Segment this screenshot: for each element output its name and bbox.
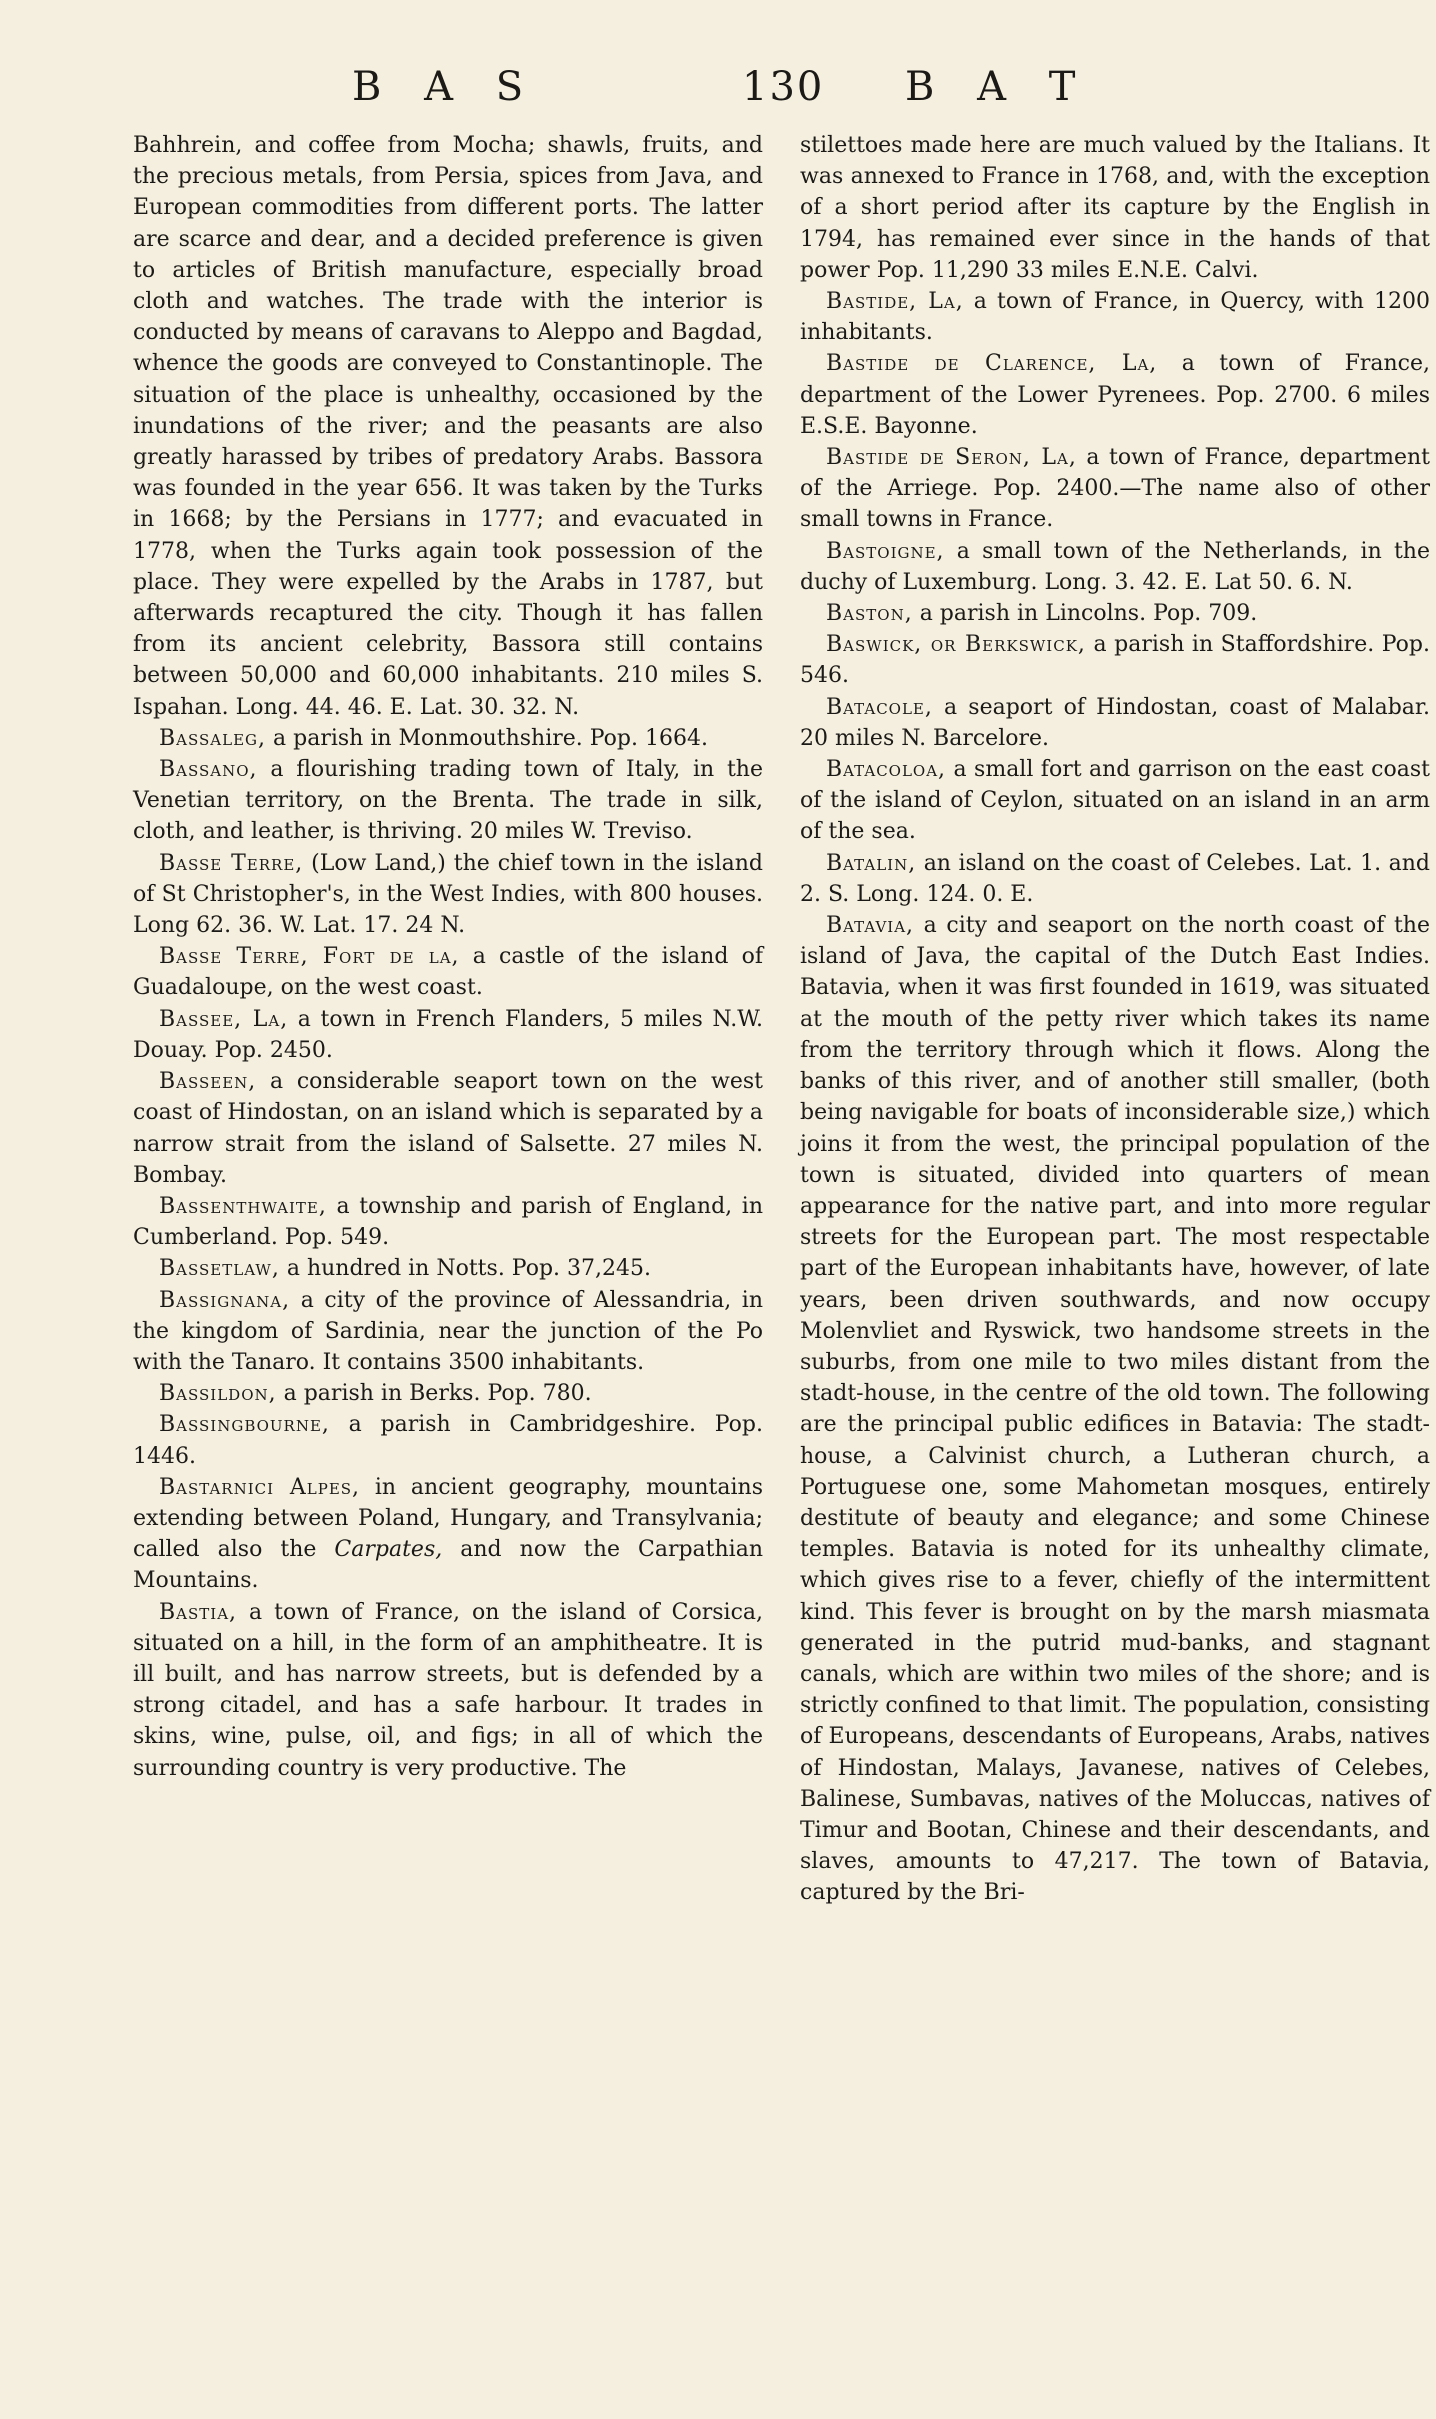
entry-headword: Batacoloa, xyxy=(826,757,947,783)
entry-text: a town of France, on the island of Corsica, situated on a hill, in the form of an amphitheatre. It is ill built, and has narrow streets, but is defended by a strong citadel, and has a safe harbour. It trades in skins, wine, pulse, oil, and figs; in all of which the surrounding country is very productive. The xyxy=(133,1599,763,1781)
gazetteer-entry xyxy=(133,1378,763,1409)
entry-text: (Low Land,) the chief town in the island of St Christopher's, in the West Indies, with 800 houses. Long 62. 36. W. Lat. 17. 24 N. xyxy=(133,850,763,939)
entry-text: stilettoes made here are much valued by the Italians. It was annexed to France in 1768, and, with the exception of a short period after its capture by the English in 1794, has remained ever since in the hands of that power Pop. 11,290 33 miles E.N.E. Calvi. xyxy=(800,133,1430,283)
entry-headword: Bassildon, xyxy=(159,1381,277,1407)
gazetteer-entry xyxy=(133,1472,763,1597)
entry-headword: Bassee, La, xyxy=(159,1006,289,1032)
gazetteer-entry xyxy=(800,910,1430,1909)
entry-text: a town of France, department of the Arriege. Pop. 2400.—The name also of other small towns in France. xyxy=(800,445,1430,533)
entry-continuation xyxy=(800,130,1430,286)
entry-headword: Bassenthwaite, xyxy=(159,1193,327,1219)
entry-continuation xyxy=(133,130,763,723)
right-column xyxy=(800,130,1430,1909)
header-right-guide: B A T xyxy=(905,64,1078,110)
entry-text: a town of France, department of the Lower Pyrenees. Pop. 2700. 6 miles E.S.E. Bayonne. xyxy=(800,351,1430,439)
entry-text: a seaport of Hindostan, coast of Malabar. 20 miles N. Barcelore. xyxy=(800,694,1430,751)
entry-text: in ancient geography, mountains extending between Poland, Hungary, and Transylvania; called also the xyxy=(133,1474,763,1563)
entry-headword: Batacole, xyxy=(826,694,933,720)
entry-headword: Bassano, xyxy=(159,757,258,783)
gazetteer-entry xyxy=(800,442,1430,536)
entry-text: Bahhrein, and coffee from Mocha; shawls, fruits, and the precious metals, from Persia, spices from Java, and European commodities from different ports. The latter are scarce and dear, and a decided preference is given to articles of British manufacture, especially broad cloth and watches. The trade with the interior is conducted by means of caravans to Aleppo and Bagdad, whence the goods are conveyed to Constantinople. The situation of the place is unhealthy, occasioned by the inundations of the river; and the peasants are also greatly harassed by tribes of predatory Arabs. Bassora was founded in the year 656. It was taken by the Turks in 1668; by the Persians in 1777; and evacuated in 1778, when the Turks again took possession of the place. They were expelled by the Arabs in 1787, but afterwards recaptured the city. Though it has fallen from its ancient celebrity, Bassora still contains between 50,000 and 60,000 inhabitants. 210 miles S. Ispahan. Long. 44. 46. E. Lat. 30. 32. N. xyxy=(133,133,763,720)
entry-headword: Bassingbourne, xyxy=(159,1412,330,1438)
entry-text: a castle of the island of Guadaloupe, on the west coast. xyxy=(133,944,763,1001)
entry-headword: Batavia, xyxy=(826,913,915,939)
gazetteer-entry xyxy=(800,286,1430,348)
entry-text: a flourishing trading town of Italy, in the Venetian territory, on the Brenta. The trade in silk, cloth, and leather, is thriving. 20 miles W. Treviso. xyxy=(133,757,763,845)
gazetteer-entry xyxy=(800,848,1430,910)
running-header xyxy=(0,64,1436,124)
entry-text: a small fort and garrison on the east coast of the island of Ceylon, situated on an island in an arm of the sea. xyxy=(800,757,1430,845)
entry-text: a hundred in Notts. Pop. 37,245. xyxy=(279,1256,651,1282)
entry-text: a township and parish of England, in Cumberland. Pop. 549. xyxy=(133,1193,763,1251)
page-number: 130 xyxy=(742,64,825,110)
entry-headword: Bastoigne, xyxy=(826,538,945,564)
gazetteer-entry xyxy=(133,754,763,848)
gazetteer-entry xyxy=(133,1285,763,1379)
gazetteer-entry xyxy=(800,348,1430,442)
gazetteer-entry xyxy=(800,692,1430,754)
gazetteer-entry xyxy=(133,1597,763,1784)
entry-headword: Basseen, xyxy=(159,1069,257,1095)
gazetteer-entry xyxy=(133,1253,763,1284)
gazetteer-entry xyxy=(800,598,1430,629)
entry-headword: Bassignana, xyxy=(159,1287,291,1313)
entry-headword: Bastia, xyxy=(159,1599,238,1625)
gazetteer-entry xyxy=(133,723,763,754)
entry-headword: Bastide, La, xyxy=(826,289,964,315)
gazetteer-entry xyxy=(133,1066,763,1191)
entry-italic-text: Carpates, xyxy=(334,1537,443,1563)
gazetteer-entry xyxy=(800,629,1430,691)
entry-text: a parish in Staffordshire. Pop. 546. xyxy=(800,632,1430,689)
entry-headword: Basse Terre, Fort de la, xyxy=(159,944,460,970)
header-left-guide: B A S xyxy=(352,64,526,110)
gazetteer-entry xyxy=(133,1191,763,1253)
entry-text: a considerable seaport town on the west coast of Hindostan, on an island which is separated by a narrow strait from the island of Salsette. 27 miles N. Bombay. xyxy=(133,1069,763,1188)
entry-headword: Basse Terre, xyxy=(159,850,304,876)
entry-headword: Batalin, xyxy=(826,850,917,876)
entry-text: a parish in Monmouthshire. Pop. 1664. xyxy=(266,725,708,751)
gazetteer-entry xyxy=(800,536,1430,598)
gazetteer-entry xyxy=(133,941,763,1003)
entry-headword: Bassaleg, xyxy=(159,725,267,751)
entry-headword: Bassetlaw, xyxy=(159,1256,280,1282)
entry-headword: Baston, xyxy=(826,601,913,627)
entry-text: a parish in Berks. Pop. 780. xyxy=(276,1381,592,1407)
entry-headword: Baswick, or Berkswick, xyxy=(826,632,1086,658)
gazetteer-entry xyxy=(133,848,763,942)
gazetteer-entry xyxy=(800,754,1430,848)
entry-text: a city of the province of Alessandria, in the kingdom of Sardinia, near the junction of the Po with the Tanaro. It contains 3500 inhabitants. xyxy=(133,1287,763,1375)
entry-text: a city and seaport on the north coast of the island of Java, the capital of the Dutch East Indies. Batavia, when it was first founded in 1619, was situated at the mouth of the petty river which takes its name from the territory through which it flows. Along the banks of this river, and of another still smaller, (both being navigable for boats of inconsiderable size,) which joins it from the west, the principal population of the town is situated, divided into quarters of mean appearance for the native part, and into more regular streets for the European part. The most respectable part of the European inhabitants have, however, of late years, been driven southwards, and now occupy Molenvliet and Ryswick, two handsome streets in the suburbs, from one mile to two miles distant from the stadt-house, in the centre of the old town. The following are the principal public edifices in Batavia: The stadt-house, a Calvinist church, a Lutheran church, a Portuguese one, some Mahometan mosques, entirely destitute of beauty and elegance; and some Chinese temples. Batavia is noted for its unhealthy climate, which gives rise to a fever, chiefly of the intermittent kind. This fever is brought on by the marsh miasmata generated in the putrid mud-banks, and stagnant canals, which are within two miles of the shore; and is strictly confined to that limit. The population, consisting of Europeans, descendants of Europeans, Arabs, natives of Hindostan, Malays, Javanese, natives of Celebes, Balinese, Sumbavas, natives of the Moluccas, natives of Timur and Bootan, Chinese and their descendants, and slaves, amounts to 47,217. The town of Batavia, captured by the Bri- xyxy=(800,913,1430,1906)
entry-text: a town of France, in Quercy, with 1200 inhabitants. xyxy=(800,289,1430,346)
entry-text: a parish in Cambridgeshire. Pop. 1446. xyxy=(133,1412,763,1469)
entry-text-tail: and now the Carpathian Mountains. xyxy=(133,1537,763,1594)
entry-headword: Bastide de Seron, La, xyxy=(826,445,1077,471)
entry-text: a parish in Lincolns. Pop. 709. xyxy=(912,601,1258,627)
entry-text: an island on the coast of Celebes. Lat. 1. and 2. S. Long. 124. 0. E. xyxy=(800,850,1430,907)
gazetteer-entry xyxy=(133,1004,763,1066)
entry-headword: Bastarnici Alpes, xyxy=(159,1474,361,1500)
gazetteer-entry xyxy=(133,1409,763,1471)
left-column xyxy=(133,130,763,1784)
entry-text: a small town of the Netherlands, in the duchy of Luxemburg. Long. 3. 42. E. Lat 50. 6. N. xyxy=(800,538,1430,595)
entry-headword: Bastide de Clarence, La, xyxy=(826,351,1158,377)
entry-text: a town in French Flanders, 5 miles N.W. Douay. Pop. 2450. xyxy=(133,1006,764,1063)
